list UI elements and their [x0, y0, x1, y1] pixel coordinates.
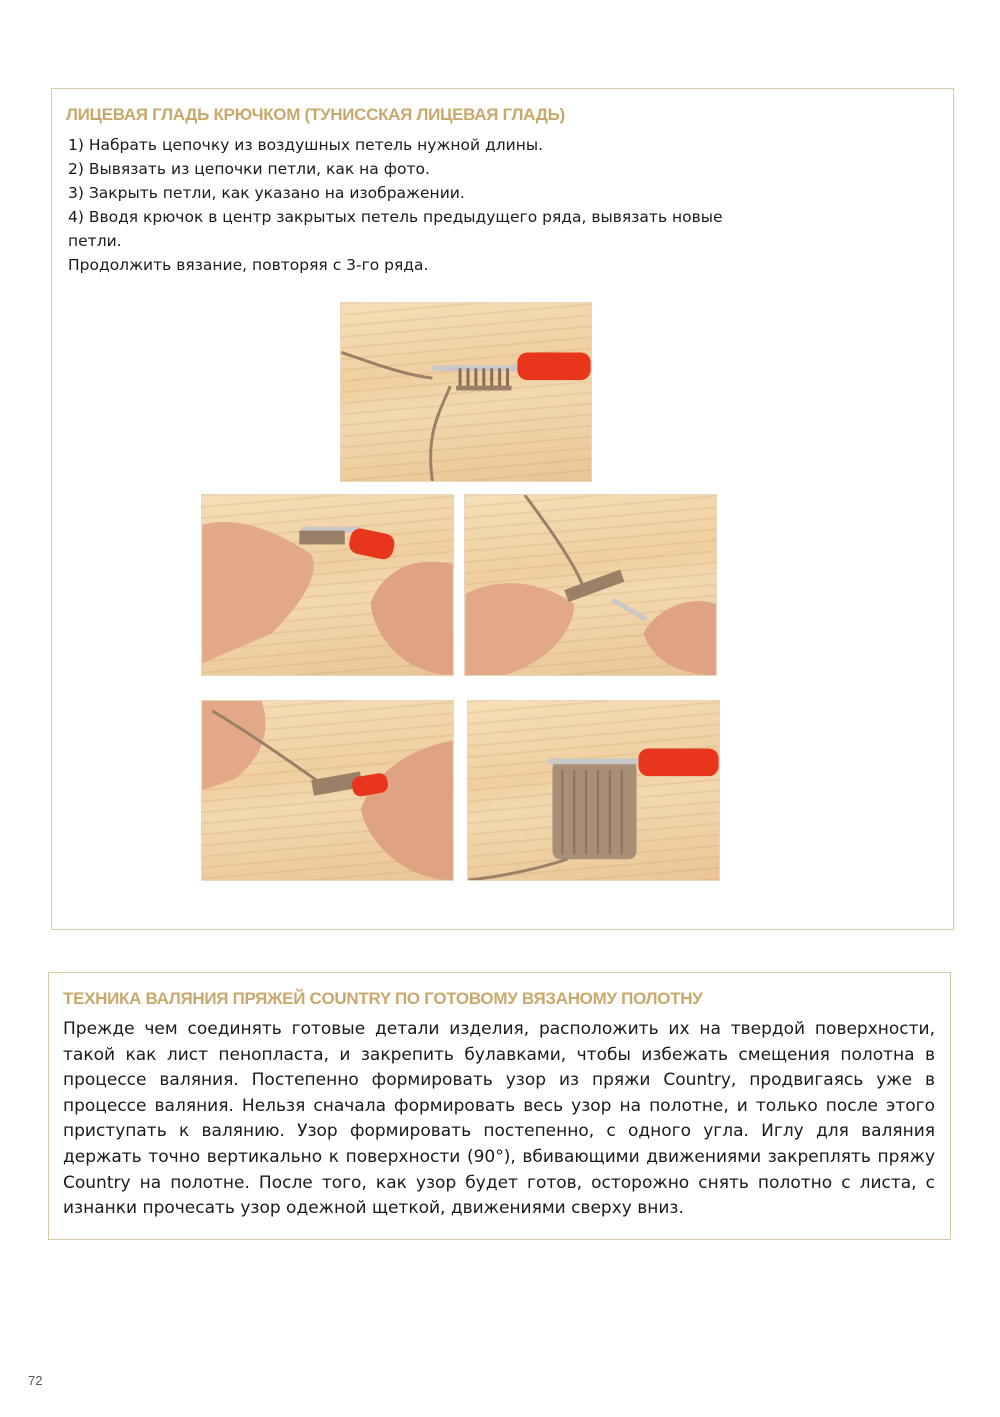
- tunisian-stitch-section: [51, 88, 954, 930]
- step-3: 3) Закрыть петли, как указано на изображении.: [68, 184, 465, 202]
- photo-step-2: [201, 494, 454, 676]
- photo-step-1: [340, 302, 592, 482]
- crochet-hook-chain-illustration: [341, 303, 591, 481]
- step-4: 4) Вводя крючок в центр закрытых петель предыдущего ряда, вывязать новые петли.: [68, 208, 723, 250]
- photo-step-3: [464, 494, 717, 676]
- photo-step-5: [467, 700, 720, 881]
- step-continue: Продолжить вязание, повторяя с 3-го ряда.: [68, 256, 429, 274]
- knitted-swatch-illustration: [468, 701, 719, 880]
- hands-crochet-illustration: [465, 495, 716, 675]
- hands-crochet-illustration: [202, 495, 453, 675]
- hands-crochet-illustration: [202, 701, 453, 880]
- step-1: 1) Набрать цепочку из воздушных петель нужной длины.: [68, 136, 544, 154]
- step-2: 2) Вывязать из цепочки петли, как на фото.: [68, 160, 430, 178]
- photo-step-4: [201, 700, 454, 881]
- page-number: 72: [28, 1373, 43, 1388]
- section-title: ТЕХНИКА ВАЛЯНИЯ ПРЯЖЕЙ COUNTRY ПО ГОТОВОМУ ВЯЗАНОМУ ПОЛОТНУ: [63, 989, 703, 1008]
- section-title: ЛИЦЕВАЯ ГЛАДЬ КРЮЧКОМ (ТУНИССКАЯ ЛИЦЕВАЯ ГЛАДЬ): [66, 105, 565, 124]
- steps-list: [68, 133, 748, 277]
- felting-section: [48, 972, 951, 1240]
- section-body: Прежде чем соединять готовые детали изделия, расположить их на твердой поверхности, такой как лист пенопласта, и закрепить булавками, чтобы избежать смещения полотна в процессе валяния. Постепенно формировать узор из пряжи Country, продвигаясь уже в процессе валяния. Нельзя сначала формировать весь узор на полотне, и только после этого приступать к валянию. Узор формировать постепенно, с одного угла. Иглу для валяния держать точно вертикально к поверхности (90°), вбивающими движениями закреплять пряжу Country на полотне. После того, как узор будет готов, осторожно снять полотно с листа, с изнанки прочесать узор одежной щеткой, движениями сверху вниз.: [63, 1019, 935, 1219]
